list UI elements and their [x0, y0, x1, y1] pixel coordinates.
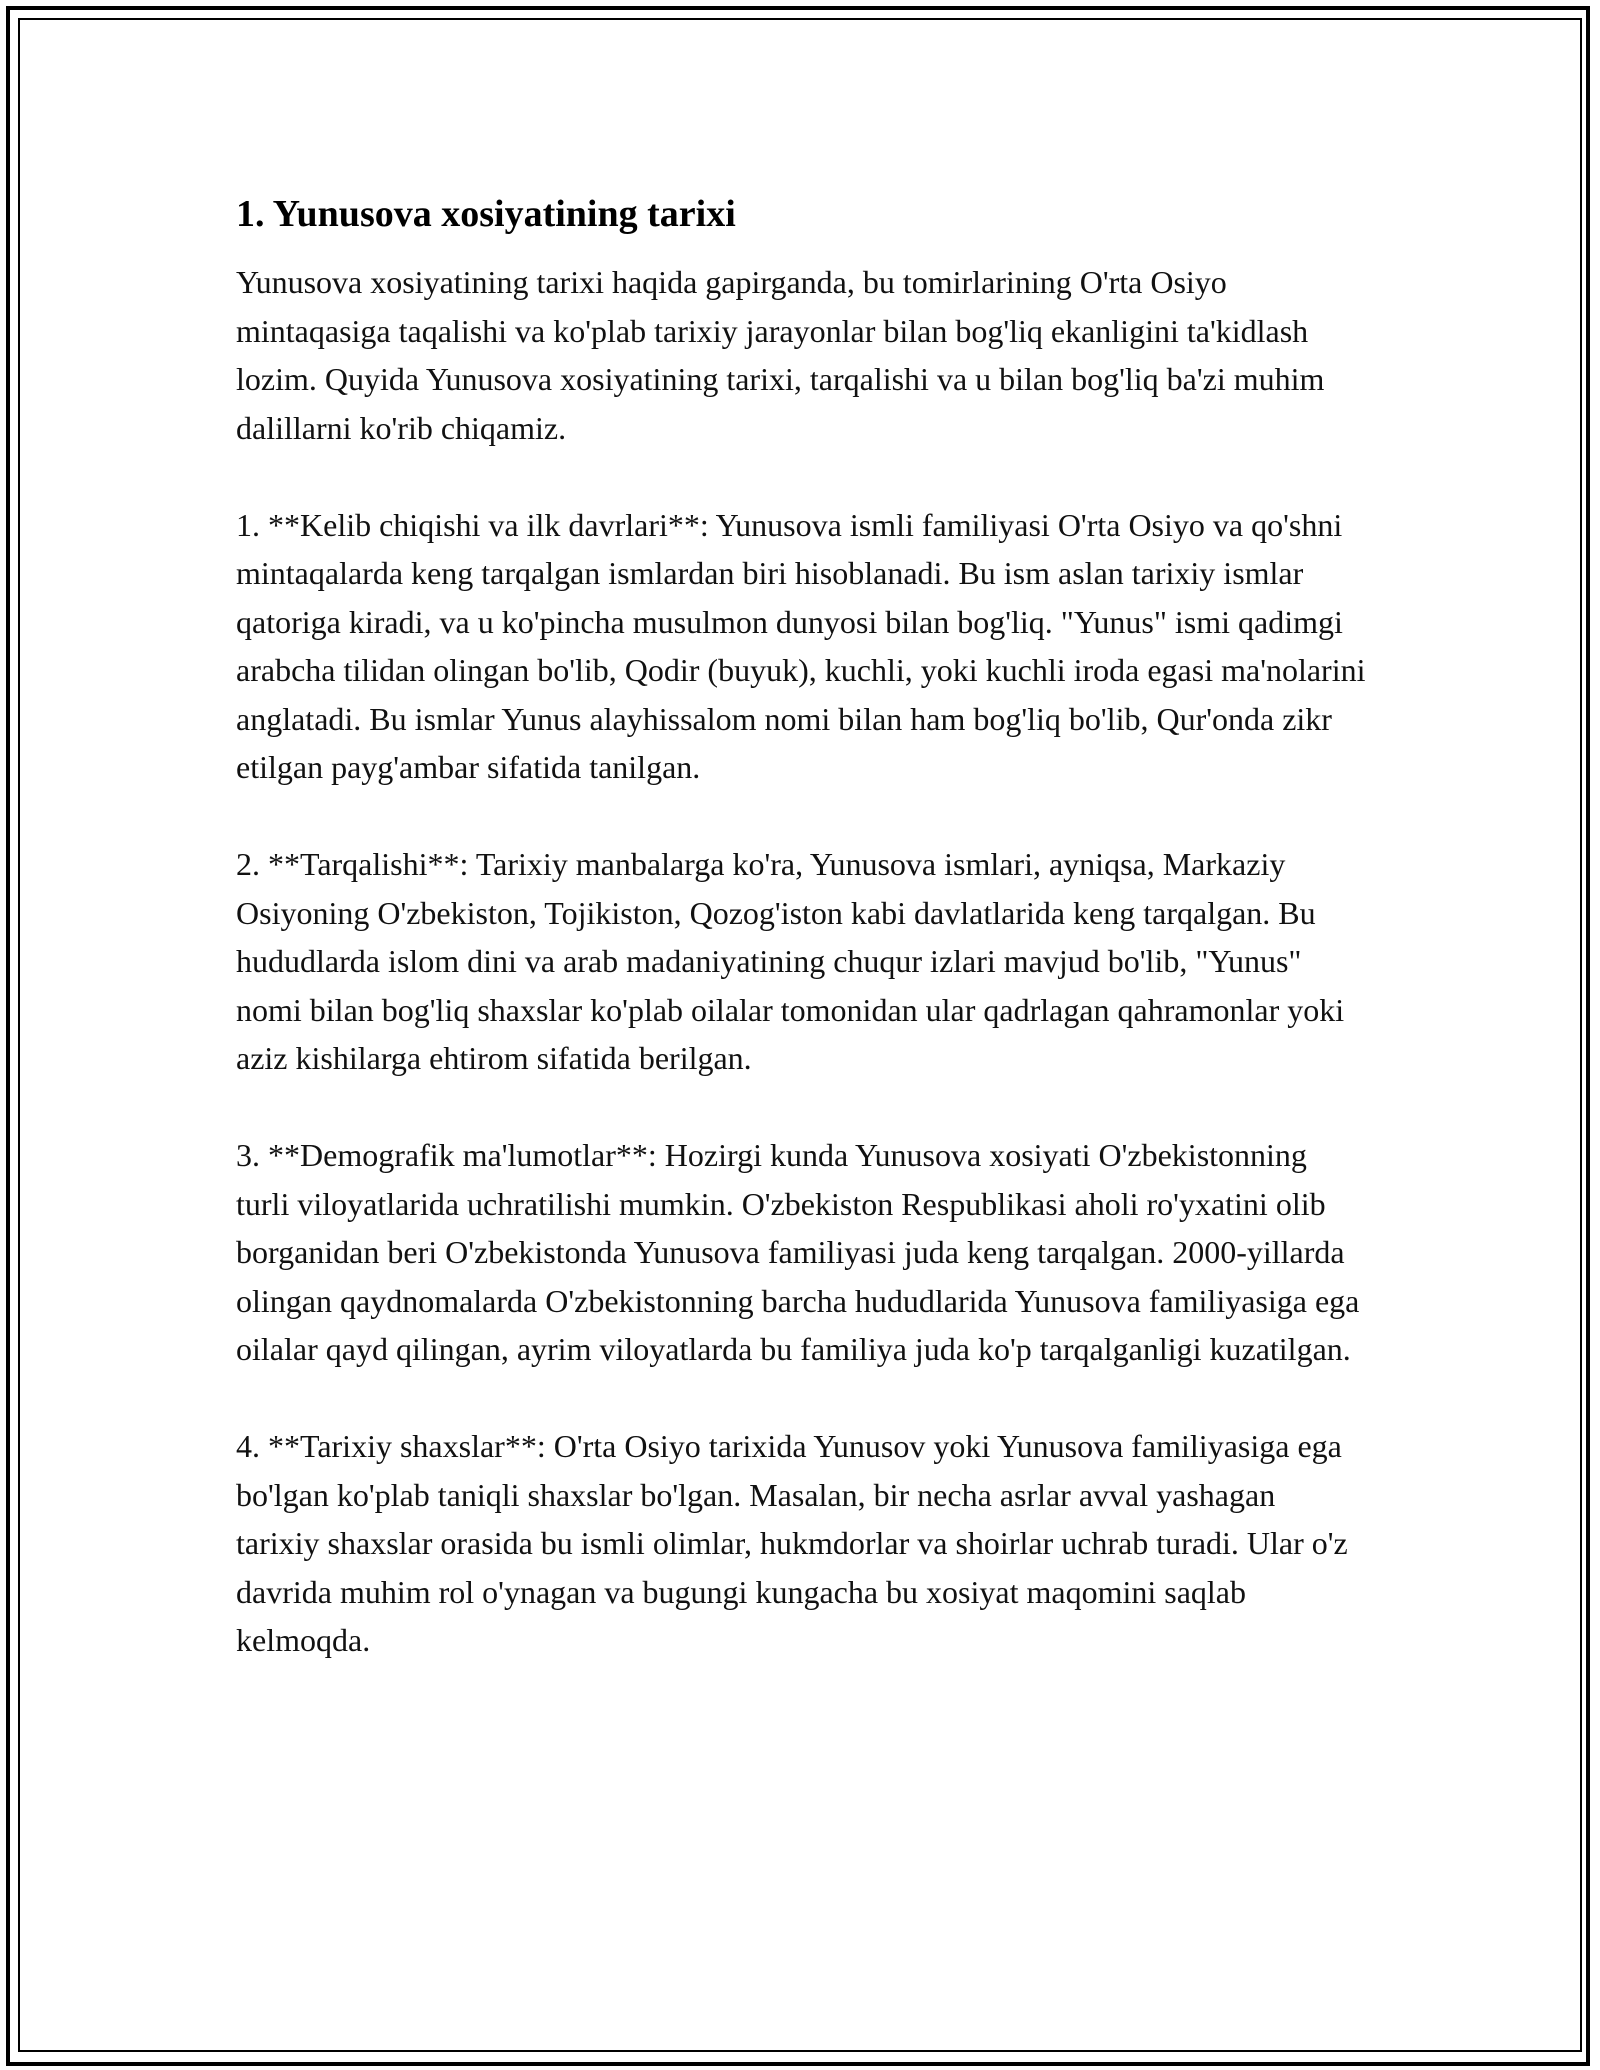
document-body — [236, 188, 1366, 1713]
paragraph-demographics: 3. **Demografik ma'lumotlar**: Hozirgi kunda Yunusova xosiyati O'zbekistonning turli viloyatlarida uchratilishi mumkin. O'zbekiston Respublikasi aholi ro'yxatini olib borganidan beri O'zbekistonda Yunusova familiyasi juda keng tarqalgan. 2000-yillarda olingan qaydnomalarda O'zbekistonning barcha hududlarida Yunusova familiyasiga ega oilalar qayd qilingan, ayrim viloyatlarda bu familiya juda ko'p tarqalganligi kuzatilgan. — [236, 1137, 1360, 1367]
document-title: 1. Yunusova xosiyatining tarixi — [236, 193, 736, 235]
paragraph-distribution: 2. **Tarqalishi**: Tarixiy manbalarga ko'ra, Yunusova ismlari, ayniqsa, Markaziy Osiyoning O'zbekiston, Tojikiston, Qozog'iston kabi davlatlarida keng tarqalgan. Bu hududlarda islom dini va arab madaniyatining chuqur izlari mavjud bo'lib, "Yunus" nomi bilan bog'liq shaxslar ko'plab oilalar tomonidan ular qadrlagan qahramonlar yoki aziz kishilarga ehtirom sifatida berilgan. — [236, 846, 1345, 1076]
intro-paragraph: Yunusova xosiyatining tarixi haqida gapirganda, bu tomirlarining O'rta Osiyo mintaqasiga taqalishi va ko'plab tarixiy jarayonlar bilan bog'liq ekanligini ta'kidlash lozim. Quyida Yunusova xosiyatining tarixi, tarqalishi va u bilan bog'liq ba'zi muhim dalillarni ko'rib chiqamiz. — [236, 264, 1325, 446]
paragraph-origin: 1. **Kelib chiqishi va ilk davrlari**: Yunusova ismli familiyasi O'rta Osiyo va qo'shni mintaqalarda keng tarqalgan ismlardan biri hisoblanadi. Bu ism aslan tarixiy ismlar qatoriga kiradi, va u ko'pincha musulmon dunyosi bilan bog'liq. "Yunus" ismi qadimgi arabcha tilidan olingan bo'lib, Qodir (buyuk), kuchli, yoki kuchli iroda egasi ma'nolarini anglatadi. Bu ismlar Yunus alayhissalom nomi bilan ham bog'liq bo'lib, Qur'onda zikr etilgan payg'ambar sifatida tanilgan. — [236, 506, 1366, 785]
paragraph-historical-figures: 4. **Tarixiy shaxslar**: O'rta Osiyo tarixida Yunusov yoki Yunusova familiyasiga ega bo'lgan ko'plab taniqli shaxslar bo'lgan. Masalan, bir necha asrlar avval yashagan tarixiy shaxslar orasida bu ismli olimlar, hukmdorlar va shoirlar uchrab turadi. Ular o'z davrida muhim rol o'ynagan va bugungi kungacha bu xosiyat maqomini saqlab kelmoqda. — [236, 1428, 1348, 1658]
